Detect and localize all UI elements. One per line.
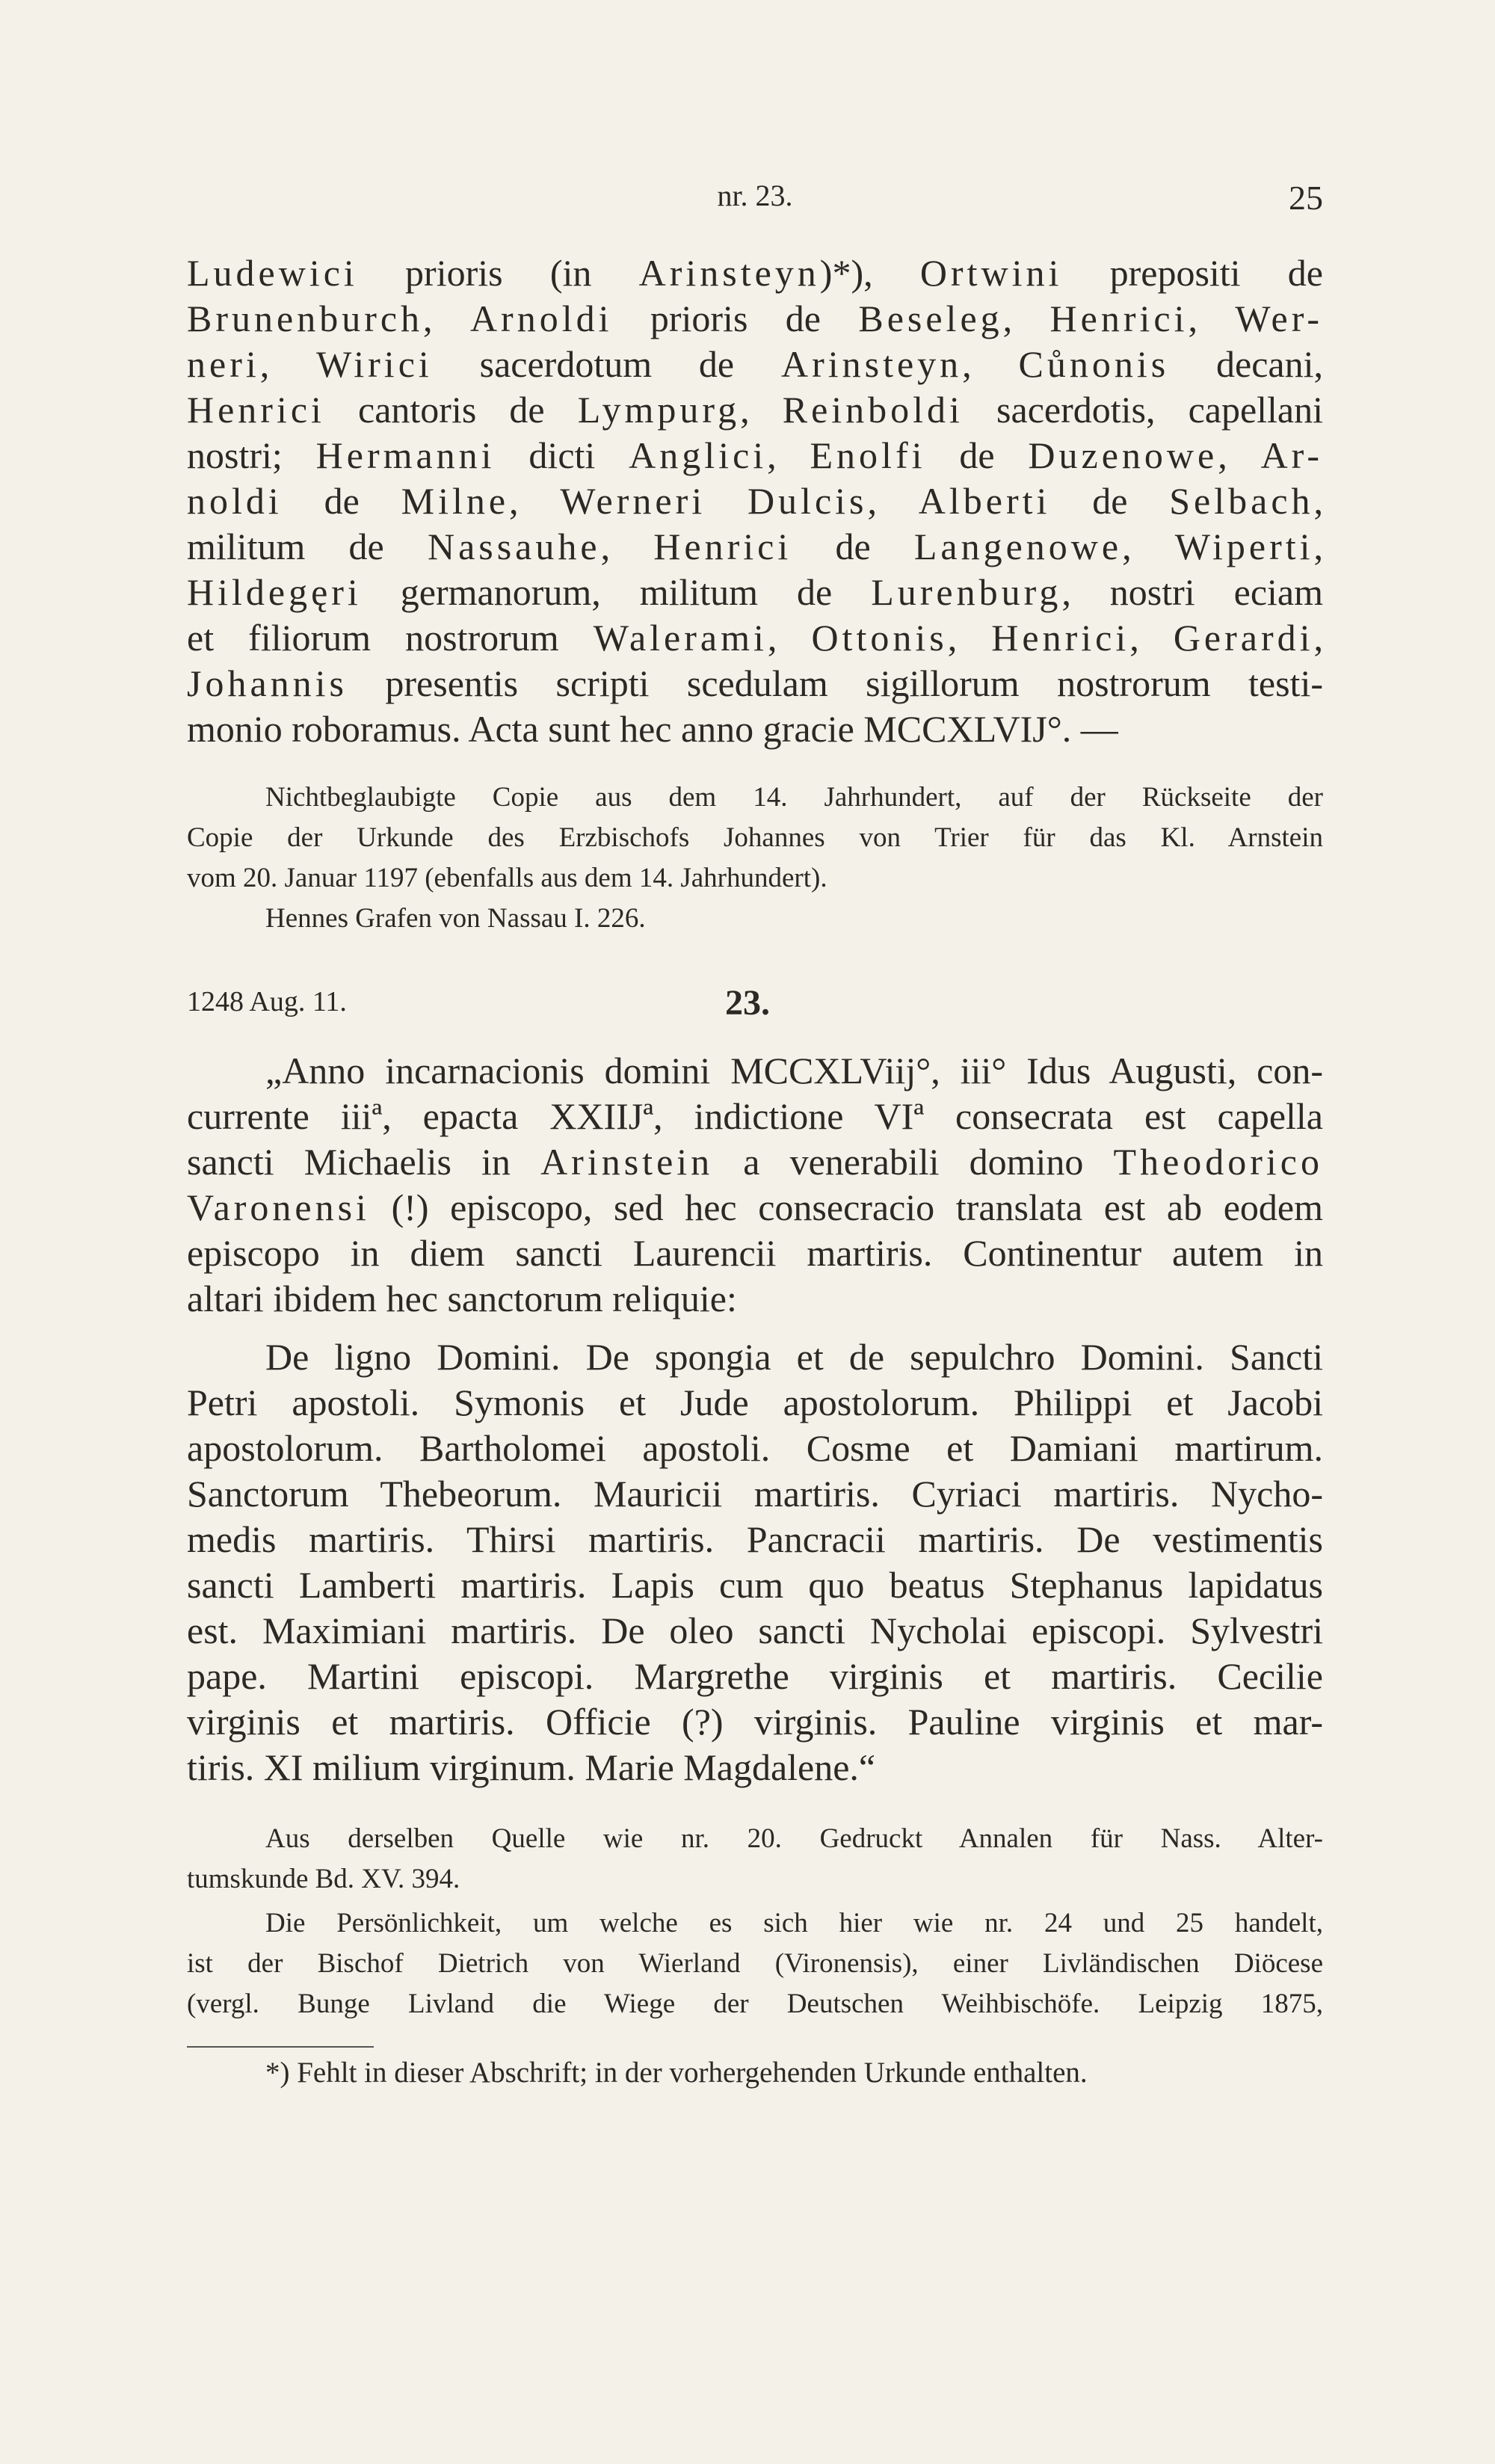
spaced-name: Lympurg xyxy=(577,389,741,431)
spaced-name: Werneri xyxy=(560,480,706,522)
charter-text-continued xyxy=(187,250,1323,752)
text-run: „Anno incarnacionis domini MCCXLViij°, iii° Idus Augusti, con- xyxy=(265,1050,1323,1091)
text-run: sancti Michaelis in xyxy=(187,1141,541,1183)
spaced-name: Hermanni xyxy=(315,434,496,476)
text-run: militum de xyxy=(187,526,428,567)
text-line xyxy=(187,1094,1323,1139)
charter-text xyxy=(187,1048,1323,1322)
text-line xyxy=(187,570,1323,615)
text-line: medis martiris. Thirsi martiris. Pancracii martiris. De vestimentis xyxy=(187,1518,1323,1560)
text-run: , xyxy=(259,343,317,385)
note-line: Aus derselben Quelle wie nr. 20. Gedruckt Annalen für Nass. Alter- xyxy=(265,1823,1323,1854)
spaced-name: Ar- xyxy=(1260,434,1323,476)
text-run: , xyxy=(1218,434,1261,476)
text-line xyxy=(187,433,1323,478)
text-line xyxy=(187,250,1323,296)
spaced-name: Cůnonis xyxy=(1018,343,1170,385)
text-run: , xyxy=(1313,617,1324,659)
spaced-name: Dulcis xyxy=(747,480,868,522)
spaced-name: Lurenburg xyxy=(871,571,1062,613)
spaced-name: Anglici xyxy=(629,434,768,476)
spaced-name: Theodorico xyxy=(1113,1141,1323,1183)
footnote-rule xyxy=(187,2046,374,2048)
spaced-name: Wiperti xyxy=(1174,526,1314,567)
spaced-name: Enolfi xyxy=(810,434,926,476)
text-run: , xyxy=(1129,617,1174,659)
text-run: nostri; xyxy=(187,434,316,476)
text-line: est. Maximiani martiris. De oleo sancti Nycholai episcopi. Sylvestri xyxy=(187,1610,1323,1651)
spaced-name: Wer- xyxy=(1235,298,1324,339)
text-run: , xyxy=(1313,526,1324,567)
text-run: , xyxy=(509,480,561,522)
spaced-name: noldi xyxy=(187,480,283,522)
text-run: sacerdotis, capellani xyxy=(963,389,1324,431)
spaced-name: Henrici xyxy=(187,389,325,431)
text-run: , xyxy=(423,298,470,339)
text-line: pape. Martini episcopi. Margrethe virginis et martiris. Cecilie xyxy=(187,1655,1323,1697)
note-line: (vergl. Bunge Livland die Wiege der Deutschen Weihbischöfe. Leipzig 1875, xyxy=(187,1989,1323,2019)
text-line xyxy=(187,1048,1323,1094)
text-run: prioris (in xyxy=(357,252,639,294)
text-run: presentis scripti scedulam sigillorum nostrorum testi- xyxy=(348,662,1323,704)
text-run: , nostri eciam xyxy=(1061,571,1323,613)
text-line xyxy=(187,1139,1323,1185)
spaced-name: Beseleg xyxy=(858,298,1003,339)
spaced-name: Walerami xyxy=(593,617,768,659)
text-run: a venerabili domino xyxy=(713,1141,1114,1183)
note-line: Nichtbeglaubigte Copie aus dem 14. Jahrhundert, auf der Rückseite der xyxy=(265,782,1323,813)
text-run: de xyxy=(792,526,914,567)
document-date: 1248 Aug. 11. xyxy=(187,986,347,1017)
note-line: Die Persönlichkeit, um welche es sich hier wie nr. 24 und 25 handelt, xyxy=(265,1908,1323,1938)
text-line xyxy=(187,1185,1323,1231)
text-run: , xyxy=(740,389,783,431)
text-line: De ligno Domini. De spongia et de sepulchro Domini. Sancti xyxy=(265,1336,1323,1378)
text-line xyxy=(187,1231,1323,1276)
spaced-name: Arnoldi xyxy=(469,298,613,339)
spaced-name: Gerardi xyxy=(1173,617,1314,659)
note-line: tumskunde Bd. XV. 394. xyxy=(187,1864,460,1894)
note-line: vom 20. Januar 1197 (ebenfalls aus dem 14. Jahrhundert). xyxy=(187,863,827,893)
text-run: , xyxy=(767,434,810,476)
text-run: , xyxy=(1313,480,1324,522)
text-run: germanorum, militum de xyxy=(361,571,872,613)
page-number: 25 xyxy=(1289,179,1323,217)
text-run: , xyxy=(600,526,654,567)
spaced-name: Alberti xyxy=(918,480,1051,522)
text-line: apostolorum. Bartholomei apostoli. Cosme et Damiani martirum. xyxy=(187,1427,1323,1469)
note-line: ist der Bischof Dietrich von Wierland (Vironensis), einer Livländischen Diöcese xyxy=(187,1948,1323,1979)
text-run: (!) episcopo, sed hec consecracio translata est ab eodem xyxy=(369,1186,1323,1228)
spaced-name: Selbach xyxy=(1169,480,1314,522)
spaced-name: Arinsteyn xyxy=(780,343,963,385)
spaced-name: Henrici xyxy=(1049,298,1189,339)
relics-list xyxy=(187,1334,1323,1790)
text-run: , xyxy=(1002,298,1050,339)
text-run: de xyxy=(1050,480,1170,522)
text-line xyxy=(187,706,1323,752)
text-run: altari ibidem hec sanctorum reliquie: xyxy=(187,1278,737,1319)
text-run: de xyxy=(925,434,1029,476)
text-run: prepositi de xyxy=(1062,252,1323,294)
text-run: cantoris de xyxy=(324,389,578,431)
note-line: Hennes Grafen von Nassau I. 226. xyxy=(265,903,646,934)
text-run: , xyxy=(767,617,812,659)
text-run: , xyxy=(1188,298,1236,339)
spaced-name: Henrici xyxy=(991,617,1130,659)
spaced-name: Duzenowe xyxy=(1028,434,1218,476)
spaced-name: neri xyxy=(187,343,260,385)
running-header xyxy=(187,178,1323,223)
text-line: sancti Lamberti martiris. Lapis cum quo beatus Stephanus lapidatus xyxy=(187,1564,1323,1606)
text-run: prioris de xyxy=(612,298,859,339)
spaced-name: Arinsteyn xyxy=(638,252,820,294)
source-note xyxy=(187,1819,1323,1900)
footnote: *) Fehlt in dieser Abschrift; in der vorhergehenden Urkunde enthalten. xyxy=(265,2057,1088,2089)
spaced-name: Brunenburch xyxy=(187,298,424,339)
note-line: Copie der Urkunde des Erzbischofs Johannes von Trier für das Kl. Arnstein xyxy=(187,822,1323,853)
text-run: et filiorum nostrorum xyxy=(187,617,594,659)
text-line xyxy=(187,342,1323,387)
text-line xyxy=(187,478,1323,524)
text-run: , xyxy=(867,480,919,522)
spaced-name: Ludewici xyxy=(187,252,358,294)
document-reference: nr. 23. xyxy=(717,179,793,212)
spaced-name: Arinstein xyxy=(540,1141,714,1183)
spaced-name: Wirici xyxy=(316,343,433,385)
text-run: )*), xyxy=(819,252,920,294)
spaced-name: Henrici xyxy=(653,526,792,567)
spaced-name: Milne xyxy=(401,480,510,522)
text-run: de xyxy=(282,480,401,522)
text-line: virginis et martiris. Officie (?) virginis. Pauline virginis et mar- xyxy=(187,1701,1323,1743)
text-run: , xyxy=(1122,526,1175,567)
text-run: sacerdotum de xyxy=(432,343,781,385)
source-note xyxy=(187,777,1323,939)
text-line xyxy=(187,524,1323,570)
text-run: episcopo in diem sancti Laurencii martiris. Continentur autem in xyxy=(187,1232,1323,1274)
text-run: dicti xyxy=(495,434,629,476)
spaced-name: Hildegęri xyxy=(187,571,362,613)
commentary-note xyxy=(187,1903,1323,2024)
spaced-name: Ortwini xyxy=(919,252,1063,294)
spaced-name: Reinboldi xyxy=(782,389,964,431)
spaced-name: Ottonis xyxy=(811,617,948,659)
text-run: monio roboramus. Acta sunt hec anno gracie MCCXLVIJ°. — xyxy=(187,708,1118,750)
text-line xyxy=(187,615,1323,661)
text-run xyxy=(706,480,748,522)
text-line xyxy=(187,661,1323,706)
text-run: currente iiiª, epacta XXIIJª, indictione VIª consecrata est capella xyxy=(187,1095,1323,1137)
text-line xyxy=(187,296,1323,342)
text-line: Sanctorum Thebeorum. Mauricii martiris. Cyriaci martiris. Nycho- xyxy=(187,1473,1323,1515)
text-run: , xyxy=(947,617,992,659)
text-line: Petri apostoli. Symonis et Jude apostolorum. Philippi et Jacobi xyxy=(187,1382,1323,1423)
spaced-name: Johannis xyxy=(187,662,348,704)
spaced-name: Nassauhe xyxy=(427,526,601,567)
text-line xyxy=(187,387,1323,433)
text-run: decani, xyxy=(1169,343,1324,385)
text-line xyxy=(187,1276,1323,1322)
document-number: 23. xyxy=(725,983,770,1023)
text-run: , xyxy=(962,343,1019,385)
spaced-name: Langenowe xyxy=(913,526,1123,567)
text-line: tiris. XI milium virginum. Marie Magdalene.“ xyxy=(187,1746,876,1788)
spaced-name: Varonensi xyxy=(187,1186,370,1228)
